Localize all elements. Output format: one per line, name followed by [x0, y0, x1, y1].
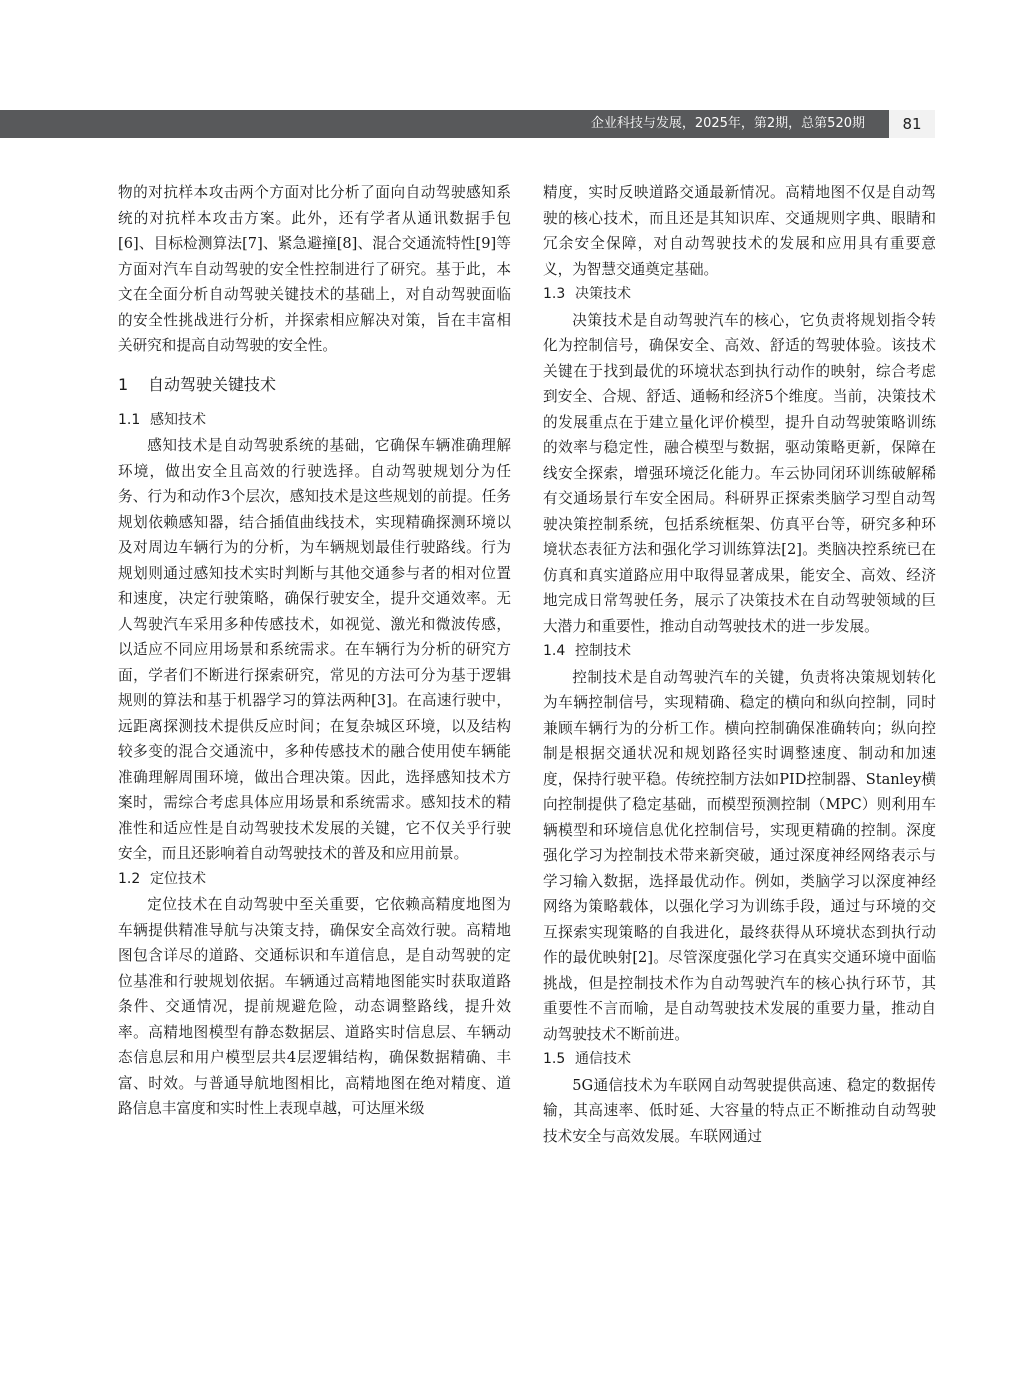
left-column	[118, 180, 511, 1122]
page-number: 81	[889, 110, 935, 138]
subsection-number: 1.5	[543, 1051, 566, 1067]
subsection-heading-1-1	[118, 408, 511, 434]
paragraph-1-1: 感知技术是自动驾驶系统的基础，它确保车辆准确理解环境，做出安全且高效的行驶选择。自动驾驶规划分为任务、行为和动作3个层次，感知技术是这些规划的前提。任务规划依赖感知器，结合插值曲线技术，实现精确探测环境以及对周边车辆行为的分析，为车辆规划最佳行驶路线。行为规划则通过感知技术实时判断与其他交通参与者的相对位置和速度，决定行驶策略，确保行驶安全，提升交通效率。无人驾驶汽车采用多种传感技术，如视觉、激光和微波传感，以适应不同应用场景和系统需求。在车辆行为分析的研究方面，学者们不断进行探索研究，常见的方法可分为基于逻辑规则的算法和基于机器学习的算法两种[3]。在高速行驶中，远距离探测技术提供反应时间；在复杂城区环境，以及结构较多变的混合交通流中，多种传感技术的融合使用使车辆能准确理解周围环境，做出合理决策。因此，选择感知技术方案时，需综合考虑具体应用场景和系统需求。感知技术的精准性和适应性是自动驾驶技术发展的关键，它不仅关乎行驶安全，而且还影响着自动驾驶技术的普及和应用前景。	[118, 437, 511, 862]
section-title: 自动驾驶关键技术	[148, 374, 277, 394]
paragraph-1-3: 决策技术是自动驾驶汽车的核心，它负责将规划指令转化为控制信号，确保安全、高效、舒适的驾驶体验。该技术关键在于找到最优的环境状态到执行动作的映射，综合考虑到安全、合规、舒适、通畅和经济5个维度。当前，决策技术的发展重点在于建立量化评价模型，提升自动驾驶策略训练的效率与稳定性，融合模型与数据，驱动策略更新，保障在线安全探索，增强环境泛化能力。车云协同闭环训练破解稀有交通场景行车安全困局。科研界正探索类脑学习型自动驾驶决策控制系统，包括系统框架、仿真平台等，研究多种环境状态表征方法和强化学习训练算法[2]。类脑决控系统已在仿真和真实道路应用中取得显著成果，能安全、高效、经济地完成日常驾驶任务，展示了决策技术在自动驾驶领域的巨大潜力和重要性，推动自动驾驶技术的进一步发展。	[543, 311, 936, 635]
subsection-number: 1.1	[118, 411, 141, 428]
section-number: 1	[118, 374, 129, 394]
paragraph-1-2: 定位技术在自动驾驶中至关重要，它依赖高精度地图为车辆提供精准导航与决策支持，确保安全高效行驶。高精地图包含详尽的道路、交通标识和车道信息，是自动驾驶的定位基准和行驶规划依据。车辆通过高精地图能实时获取道路条件、交通情况，提前规避危险，动态调整路线，提升效率。高精地图模型有静态数据层、道路实时信息层、车辆动态信息层和用户模型层共4层逻辑结构，确保数据精确、丰富、时效。与普通导航地图相比，高精地图在绝对精度、道路信息丰富度和实时性上表现卓越，可达厘米级	[118, 896, 511, 1117]
subsection-title: 定位技术	[150, 870, 206, 887]
subsection-title: 通信技术	[575, 1051, 631, 1067]
journal-header-bar	[0, 110, 935, 138]
right-column	[543, 180, 936, 1149]
subsection-title: 控制技术	[575, 643, 631, 659]
paragraph-1-5: 5G通信技术为车联网自动驾驶提供高速、稳定的数据传输，其高速率、低时延、大容量的特点正不断推动自动驾驶技术安全与高效发展。车联网通过	[543, 1076, 936, 1145]
paragraph-1-4: 控制技术是自动驾驶汽车的关键，负责将决策规划转化为车辆控制信号，实现精确、稳定的横向和纵向控制，同时兼顾车辆行为的分析工作。横向控制确保准确转向；纵向控制是根据交通状况和规划路径实时调整速度、制动和加速度，保持行驶平稳。传统控制方法如PID控制器、Stanley横向控制提供了稳定基础，而模型预测控制（MPC）则利用车辆模型和环境信息优化控制信号，实现更精确的控制。深度强化学习为控制技术带来新突破，通过深度神经网络表示与学习输入数据，选择最优动作。例如，类脑学习以深度神经网络为策略载体，以强化学习为训练手段，通过与环境的交互探索实现策略的自我进化，最终获得从环境状态到执行动作的最优映射[2]。尽管深度强化学习在真实交通环境中面临挑战，但是控制技术作为自动驾驶汽车的核心执行环节，其重要性不言而喻，是自动驾驶技术发展的重要力量，推动自动驾驶技术不断前进。	[543, 668, 936, 1043]
subsection-number: 1.2	[118, 870, 141, 887]
subsection-heading-1-2	[118, 867, 511, 893]
subsection-heading-1-3	[543, 282, 936, 308]
continued-paragraph: 精度，实时反映道路交通最新情况。高精地图不仅是自动驾驶的核心技术，而且还是其知识库、交通规则字典、眼睛和冗余安全保障，对自动驾驶技术的发展和应用具有重要意义，为智慧交通奠定基础。	[543, 184, 936, 278]
intro-paragraph: 物的对抗样本攻击两个方面对比分析了面向自动驾驶感知系统的对抗样本攻击方案。此外，还有学者从通讯数据手包[6]、目标检测算法[7]、紧急避撞[8]、混合交通流特性[9]等方面对汽车自动驾驶的安全性控制进行了研究。基于此，本文在全面分析自动驾驶关键技术的基础上，对自动驾驶面临的安全性挑战进行分析，并探索相应解决对策，旨在丰富相关研究和提高自动驾驶的安全性。	[118, 184, 511, 354]
subsection-heading-1-4	[543, 639, 936, 665]
section-heading-1	[118, 372, 511, 398]
subsection-number: 1.3	[543, 286, 566, 302]
subsection-number: 1.4	[543, 643, 566, 659]
subsection-title: 感知技术	[150, 411, 206, 428]
journal-citation: 企业科技与发展，2025年，第2期，总第520期	[590, 116, 865, 131]
subsection-heading-1-5	[543, 1047, 936, 1073]
subsection-title: 决策技术	[575, 286, 631, 302]
